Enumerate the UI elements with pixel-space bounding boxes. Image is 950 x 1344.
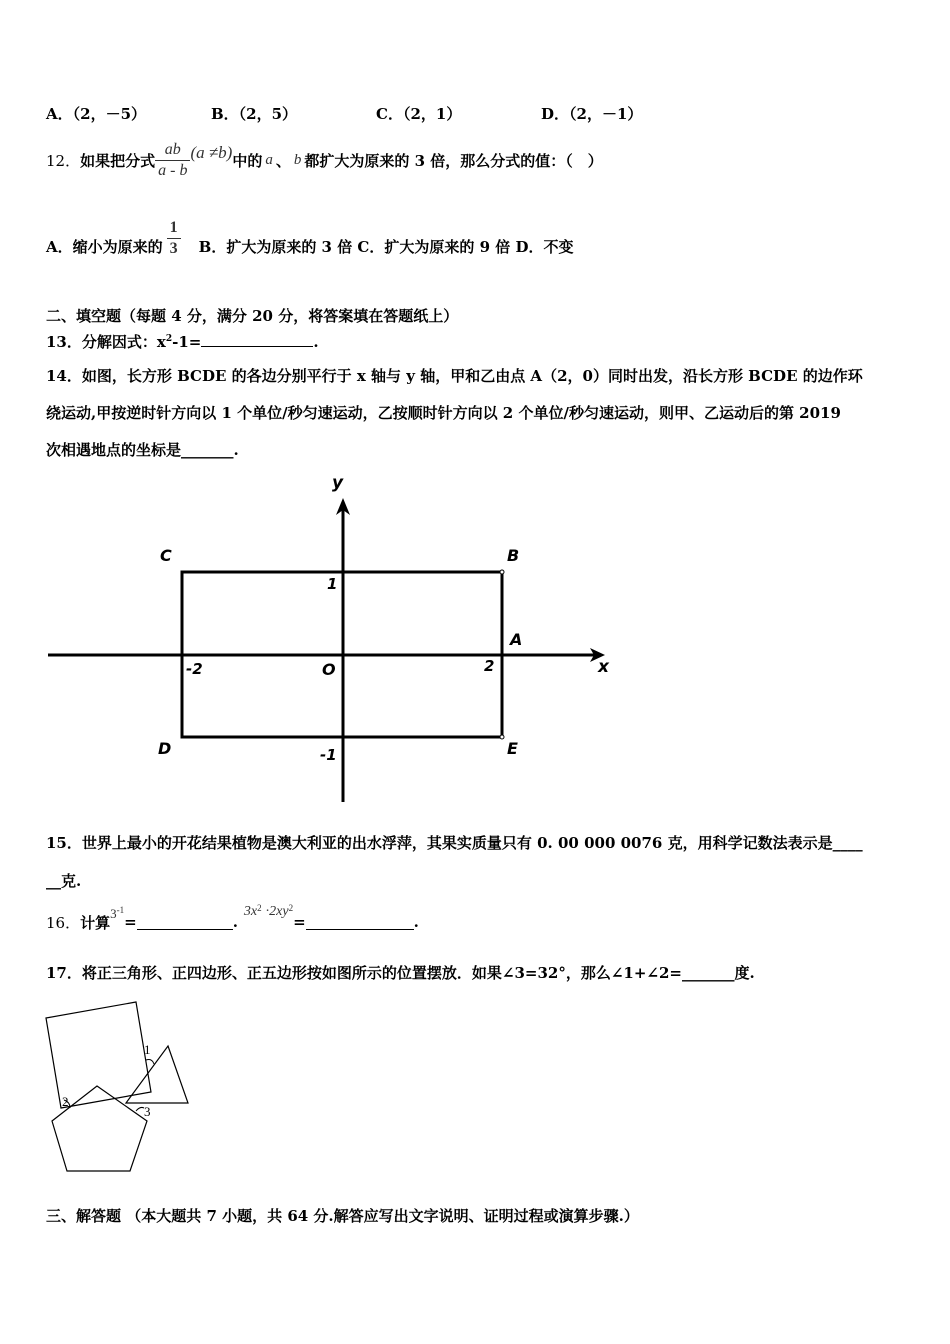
q13-expr-rest: -1= — [172, 333, 202, 351]
section3-heading: 三、解答题 （本大题共 7 小题，共 64 分.解答应写出文字说明、证明过程或演算步骤.） — [46, 1207, 639, 1225]
q12-var-a: a — [265, 151, 273, 168]
q12-options-rest: B．扩大为原来的 3 倍 C．扩大为原来的 9 倍 D．不变 — [198, 237, 574, 256]
figure-rectangle-axes — [0, 470, 950, 810]
q12-fraction — [155, 140, 190, 181]
angle3-arc — [136, 1107, 144, 1111]
q12-prefix: 如果把分式 — [80, 151, 156, 170]
q16-eq2: = — [293, 913, 306, 931]
q12-opt-den: 3 — [169, 239, 178, 257]
q16-expr2: 3x — [243, 904, 258, 919]
q11-option-c: C．（2，1） — [376, 105, 462, 123]
point-e — [500, 735, 504, 739]
q13-question — [46, 331, 319, 352]
q12-option-a-fraction — [167, 218, 181, 259]
q15-line2: __克. — [46, 872, 82, 890]
q11-option-b: B．（2，5） — [211, 105, 298, 123]
q12-opt-num: 1 — [167, 218, 181, 239]
label-c: C — [160, 546, 172, 565]
label-tick-2: 2 — [484, 657, 495, 675]
q16-number: 16． — [46, 913, 81, 932]
angle-label-3: 3 — [144, 1104, 151, 1119]
q12-option-a-prefix: A．缩小为原来的 — [46, 237, 163, 256]
q12-var-b: b — [293, 151, 302, 168]
q12-condition: (a ≠b) — [190, 143, 233, 162]
label-y: y — [332, 473, 344, 493]
q12-options — [46, 218, 574, 270]
q13-sup: 2 — [165, 334, 173, 344]
q12-frac-den: a - b — [158, 161, 188, 179]
label-d: D — [158, 739, 172, 758]
q11-option-a: A．（2，－5） — [46, 105, 147, 123]
q16-eq: = — [124, 913, 137, 931]
q13-expr: x — [156, 333, 166, 351]
square-shape — [46, 1002, 151, 1108]
angle-label-2: 2 — [62, 1094, 69, 1109]
q13-number: 13． — [46, 333, 82, 351]
q16-mid: ·2xy — [265, 904, 289, 919]
q12-sep: 、 — [275, 151, 291, 170]
q16-exp3: 2 — [288, 903, 294, 913]
q15-line1: 15．世界上最小的开花结果植物是澳大利亚的出水浮萍，其果实质量只有 0. 00 000 0076 克，用科学记数法表示是____ — [46, 834, 863, 852]
q16-text: 计算 — [80, 913, 111, 932]
angle1-arc — [146, 1060, 154, 1065]
q16-exp: -1 — [116, 905, 125, 915]
q14-line1: 14．如图，长方形 BCDE 的各边分别平行于 x 轴与 y 轴，甲和乙由点 A（2，0）同时出发，沿长方形 BCDE 的边作环 — [46, 367, 863, 385]
q12-question — [46, 136, 603, 184]
figure-polygons — [40, 1000, 210, 1180]
label-a: A — [510, 630, 523, 649]
q16-answer-blank-1 — [137, 915, 233, 930]
q16-question — [46, 902, 419, 942]
label-x: x — [598, 657, 609, 677]
q14-line3: 次相遇地点的坐标是_______. — [46, 441, 239, 459]
label-e: E — [507, 739, 518, 758]
label-tick-neg2: -2 — [186, 660, 203, 678]
q13-text: 分解因式： — [81, 333, 157, 351]
angle-label-1: 1 — [144, 1042, 151, 1057]
q12-frac-num: ab — [155, 140, 190, 161]
point-b — [500, 570, 504, 574]
q16-exp2: 2 — [257, 903, 262, 913]
q13-end: . — [313, 333, 319, 351]
q16-base: 3 — [110, 906, 117, 921]
q16-end: . — [413, 913, 419, 931]
q17-question: 17．将正三角形、正四边形、正五边形按如图所示的位置摆放．如果∠3=32°，那么∠1+∠2=_______度. — [46, 964, 755, 982]
q12-suffix: 都扩大为原来的 3 倍，那么分式的值：（ ） — [304, 151, 603, 170]
label-tick-1: 1 — [327, 575, 338, 593]
q14-line2: 绕运动,甲按逆时针方向以 1 个单位/秒匀速运动，乙按顺时针方向以 2 个单位/秒匀速运动，则甲、乙运动后的第 2019 — [46, 404, 841, 422]
q12-number: 12． — [46, 151, 81, 170]
label-tick-neg1: -1 — [320, 746, 337, 764]
label-origin: O — [322, 660, 336, 679]
label-b: B — [507, 546, 520, 565]
q12-middle: 中的 — [232, 151, 263, 170]
section2-heading: 二、填空题（每题 4 分，满分 20 分，将答案填在答题纸上） — [46, 307, 459, 325]
q16-dot: . — [232, 913, 238, 931]
q13-answer-blank — [201, 332, 313, 347]
q16-answer-blank-2 — [306, 915, 414, 930]
q11-option-d: D．（2，－1） — [541, 105, 643, 123]
